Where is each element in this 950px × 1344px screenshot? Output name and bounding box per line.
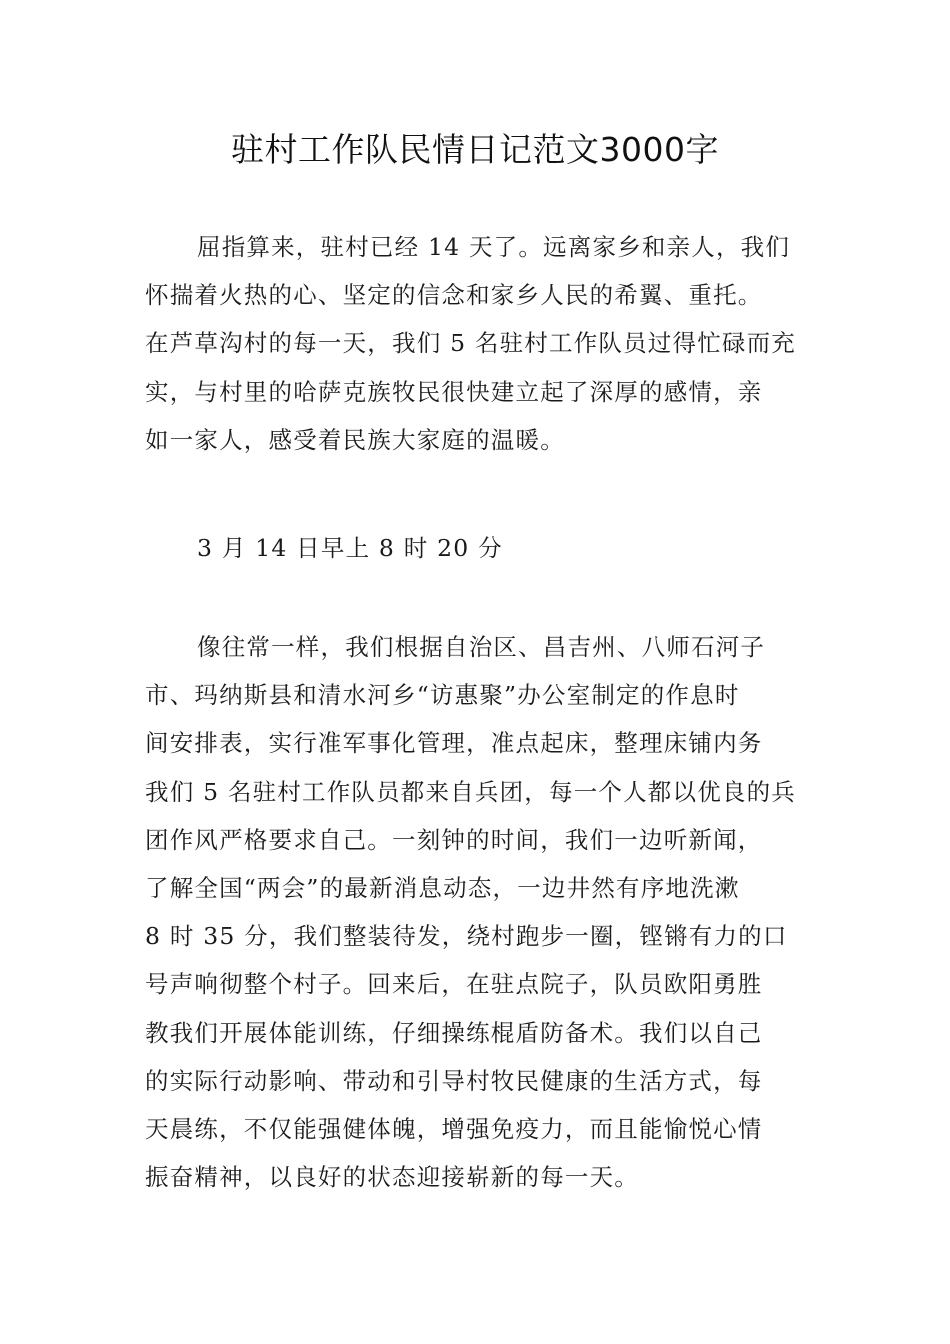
- paragraph-line: 实，与村里的哈萨克族牧民很快建立起了深厚的感情，亲: [145, 377, 763, 406]
- paragraph-line: 屈指算来，驻村已经 14 天了。远离家乡和亲人，我们: [197, 233, 791, 261]
- paragraph-line: 像往常一样，我们根据自治区、昌吉州、八师石河子: [197, 633, 766, 661]
- paragraph-line: 市、玛纳斯县和清水河乡“访惠聚”办公室制定的作息时: [145, 681, 740, 710]
- paragraph-line: 了解全国“两会”的最新消息动态，一边井然有序地洗漱: [145, 874, 740, 903]
- paragraph-line: 天晨练，不仅能强健体魄，增强免疫力，而且能愉悦心情: [145, 1115, 763, 1144]
- paragraph-line: 8 时 35 分，我们整装待发，绕村跑步一圈，铿锵有力的口: [145, 922, 788, 951]
- paragraph-line: 的实际行动影响、带动和引导村牧民健康的生活方式，每: [145, 1066, 763, 1095]
- paragraph-line: 团作风严格要求自己。一刻钟的时间，我们一边听新闻，: [145, 825, 763, 854]
- paragraph-line: 教我们开展体能训练，仔细操练棍盾防备术。我们以自己: [145, 1018, 763, 1047]
- paragraph-line: 我们 5 名驻村工作队员都来自兵团，每一个人都以优良的兵: [145, 777, 796, 806]
- paragraph-line: 怀揣着火热的心、坚定的信念和家乡人民的希翼、重托。: [145, 281, 763, 310]
- paragraph-date-heading: [145, 524, 809, 572]
- paragraph-line: 号声响彻整个村子。回来后，在驻点院子，队员欧阳勇胜: [145, 970, 763, 999]
- paragraph-intro: [145, 223, 809, 464]
- date-line: 3 月 14 日早上 8 时 20 分: [197, 534, 503, 562]
- document-title: 驻村工作队民情日记范文3000字: [231, 130, 719, 169]
- paragraph-morning-routine: [145, 623, 809, 1201]
- paragraph-line: 在芦草沟村的每一天，我们 5 名驻村工作队员过得忙碌而充: [145, 329, 796, 358]
- paragraph-line: 振奋精神，以良好的状态迎接崭新的每一天。: [145, 1163, 639, 1192]
- paragraph-line: 间安排表，实行准军事化管理，准点起床，整理床铺内务: [145, 729, 763, 758]
- paragraph-line: 如一家人，感受着民族大家庭的温暖。: [145, 425, 565, 454]
